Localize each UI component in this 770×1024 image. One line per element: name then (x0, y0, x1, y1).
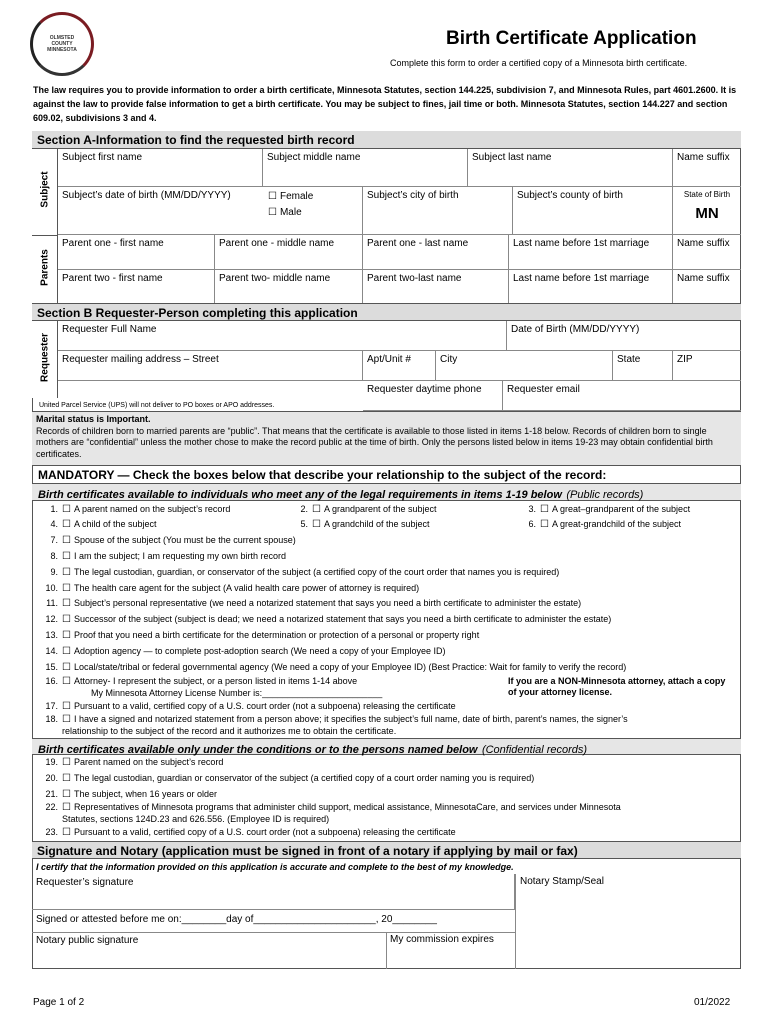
subject-city-field[interactable]: Subject’s city of birth (363, 187, 513, 235)
requester-signature-field[interactable]: Requester’s signature (32, 874, 515, 910)
attested-line[interactable]: Signed or attested before me on:________day of______________________, 20________ (36, 914, 437, 925)
item-17[interactable]: 17. ☐ Pursuant to a valid, certified copy of a U.S. court order (not a subpoena) releasing the certificate (45, 701, 456, 712)
checkbox-icon: ☐ (268, 191, 277, 202)
item-2[interactable]: 2. ☐ A grandparent of the subject (300, 504, 437, 515)
checkbox-icon: ☐ (312, 519, 321, 530)
checkbox-icon: ☐ (62, 567, 71, 578)
item-23[interactable]: 23. ☐ Pursuant to a valid, certified copy of a U.S. court order (not a subpoena) releasing the certificate (45, 827, 456, 838)
notary-signature-field[interactable]: Notary public signature (36, 935, 139, 946)
checkbox-icon: ☐ (62, 504, 71, 515)
checkbox-icon: ☐ (62, 598, 71, 609)
checkbox-icon: ☐ (62, 551, 71, 562)
section-a-title: Section A-Information to find the requested birth record (32, 131, 741, 149)
subject-county-field[interactable]: Subject’s county of birth (513, 187, 673, 235)
county-logo: OLMSTED COUNTY MINNESOTA (30, 12, 94, 76)
parent1-suffix-field[interactable]: Name suffix (673, 235, 741, 270)
side-label-subject: Subject (39, 171, 51, 208)
item-7[interactable]: 7. ☐ Spouse of the subject (You must be the current spouse) (50, 535, 296, 546)
page-subtitle: Complete this form to order a certified copy of a Minnesota birth certificate. (390, 58, 688, 68)
checkbox-icon: ☐ (62, 583, 71, 594)
parent2-middle-field[interactable]: Parent two- middle name (215, 270, 363, 305)
certify-statement: I certify that the information provided on this application is accurate and complete to the best of my knowledge. (36, 862, 514, 872)
non-mn-attorney-note: If you are a NON-Minnesota attorney, attach a copy of your attorney license. (508, 676, 726, 697)
commission-expires-field[interactable]: My commission expires (386, 932, 515, 969)
notary-stamp-box: Notary Stamp/Seal (515, 874, 741, 969)
item-18-continued: relationship to the subject of the record and it authorizes me to obtain the certificate. (62, 726, 397, 736)
item-10[interactable]: 10. ☐ The health care agent for the subject (A valid health care power of attorney is required) (45, 583, 420, 594)
signature-section-title: Signature and Notary (application must be signed in front of a notary if applying by mail or fax) (32, 841, 741, 859)
requester-city-field[interactable]: City (436, 351, 613, 381)
parent2-first-field[interactable]: Parent two - first name (58, 270, 215, 305)
page-title: Birth Certificate Application (446, 28, 697, 49)
checkbox-icon: ☐ (62, 662, 71, 673)
checkbox-icon: ☐ (62, 757, 71, 768)
public-records-heading: Birth certificates available to individuals who meet any of the legal requirements in items 1-19 below (Public records) (32, 484, 741, 501)
checkbox-icon: ☐ (268, 207, 277, 218)
subject-dob-field[interactable]: Subject’s date of birth (MM/DD/YYYY) (58, 187, 363, 235)
item-14[interactable]: 14. ☐ Adoption agency — to complete post-adoption search (We need a copy of your Employee ID) (45, 646, 446, 657)
requester-name-field[interactable]: Requester Full Name (58, 321, 507, 351)
checkbox-icon: ☐ (312, 504, 321, 515)
subject-last-name-field[interactable]: Subject last name (468, 149, 673, 187)
female-option[interactable]: ☐ Female (268, 191, 314, 202)
parent2-suffix-field[interactable]: Name suffix (673, 270, 741, 305)
item-20[interactable]: 20. ☐ The legal custodian, guardian or conservator of the subject (a certified copy of a court order naming you is required) (45, 773, 535, 784)
checkbox-icon: ☐ (540, 504, 549, 515)
subject-middle-name-field[interactable]: Subject middle name (263, 149, 468, 187)
side-label-parents: Parents (39, 249, 51, 286)
checkbox-icon: ☐ (540, 519, 549, 530)
item-11[interactable]: 11. ☐ Subject’s personal representative (we need a notarized statement that says you need a birth certificate to administer the estate) (46, 598, 582, 609)
item-9[interactable]: 9. ☐ The legal custodian, guardian, or conservator of the subject (a certified copy of the court order that names you is required) (50, 567, 560, 578)
item-16[interactable]: 16. ☐ Attorney- I represent the subject, or a person listed in items 1-14 above (45, 676, 358, 687)
item-1[interactable]: 1. ☐ A parent named on the subject’s record (50, 504, 231, 515)
item-8[interactable]: 8. ☐ I am the subject; I am requesting my own birth record (50, 551, 287, 562)
requester-zip-field[interactable]: ZIP (673, 351, 741, 381)
ups-note: United Parcel Service (UPS) will not deliver to PO boxes or APO addresses. (39, 402, 275, 409)
requester-apt-field[interactable]: Apt/Unit # (363, 351, 436, 381)
checkbox-icon: ☐ (62, 646, 71, 657)
item-6[interactable]: 6. ☐ A great-grandchild of the subject (528, 519, 682, 530)
checkbox-icon: ☐ (62, 714, 71, 725)
male-option[interactable]: ☐ Male (268, 207, 302, 218)
checkbox-icon: ☐ (62, 535, 71, 546)
requester-state-field[interactable]: State (613, 351, 673, 381)
parent1-middle-field[interactable]: Parent one - middle name (215, 235, 363, 270)
parent2-last-field[interactable]: Parent two-last name (363, 270, 509, 305)
parent1-last-field[interactable]: Parent one - last name (363, 235, 509, 270)
confidential-records-heading: Birth certificates available only under the conditions or to the persons named below (Confidential records) (32, 738, 741, 755)
item-15[interactable]: 15. ☐ Local/state/tribal or federal governmental agency (We need a copy of your Employee ID) (Best Practice: Wait for family to verify the record) (45, 662, 627, 673)
checkbox-icon: ☐ (62, 773, 71, 784)
parent1-maiden-field[interactable]: Last name before 1st marriage (509, 235, 673, 270)
mandatory-heading: MANDATORY — Check the boxes below that describe your relationship to the subject of the record: (32, 466, 741, 484)
checkbox-icon: ☐ (62, 519, 71, 530)
parent1-first-field[interactable]: Parent one - first name (58, 235, 215, 270)
page-number: Page 1 of 2 (33, 997, 85, 1008)
requester-dob-field[interactable]: Date of Birth (MM/DD/YYYY) (507, 321, 741, 351)
item-3[interactable]: 3. ☐ A great–grandparent of the subject (528, 504, 691, 515)
checkbox-icon: ☐ (62, 802, 71, 813)
requester-email-field[interactable]: Requester email (503, 381, 741, 411)
item-13[interactable]: 13. ☐ Proof that you need a birth certificate for the determination or protection of a personal or property right (45, 630, 480, 641)
checkbox-icon: ☐ (62, 630, 71, 641)
item-4[interactable]: 4. ☐ A child of the subject (50, 519, 157, 530)
checkbox-icon: ☐ (62, 676, 71, 687)
marital-status-box: Marital status is Important. Records of children born to married parents are “public”. That means that the certificate is available to those listed in items 1-18 below. Records of children born to single mothers are “confidential” unless the mother chose to make the record public at the time of birth. Only the persons listed below in items 19-23 may obtain confidential birth certificates. (32, 411, 741, 466)
item-5[interactable]: 5. ☐ A grandchild of the subject (300, 519, 430, 530)
item-18[interactable]: 18. ☐ I have a signed and notarized statement from a person above; it specifies the subject’s full name, date of birth, parent’s names, the signer’s (45, 714, 628, 725)
item-19[interactable]: 19. ☐ Parent named on the subject’s record (45, 757, 224, 768)
checkbox-icon: ☐ (62, 789, 71, 800)
item-12[interactable]: 12. ☐ Successor of the subject (subject is dead; we need a notarized statement that says you need a birth certificate to administer the estate) (45, 614, 612, 625)
revision-date: 01/2022 (694, 997, 731, 1008)
item-22-continued: Statutes, sections 124D.23 and 626.556. (Employee ID is required) (62, 814, 330, 824)
checkbox-icon: ☐ (62, 614, 71, 625)
attorney-license-field[interactable]: My Minnesota Attorney License Number is:________________________ (91, 688, 383, 698)
section-b-title: Section B Requester-Person completing this application (32, 303, 741, 321)
checkbox-icon: ☐ (62, 701, 71, 712)
parent2-maiden-field[interactable]: Last name before 1st marriage (509, 270, 673, 305)
requester-street-field[interactable]: Requester mailing address – Street (58, 351, 363, 381)
intro-text: The law requires you to provide information to order a birth certificate, Minnesota Statutes, section 144.225, subdivision 7, and Minnesota Rules, part 4601.2600. It is against the law to provide false information to get a birth certificate. You may be subject to fines, jail time or both. Minnesota Statutes, section 144.227 and section 609.02, subdivisions 3 and 4. (33, 85, 737, 123)
side-label-requester: Requester (39, 333, 51, 382)
checkbox-icon: ☐ (62, 827, 71, 838)
subject-suffix-field[interactable]: Name suffix (673, 149, 741, 187)
requester-phone-field[interactable]: Requester daytime phone (363, 381, 503, 411)
item-21[interactable]: 21. ☐ The subject, when 16 years or older (45, 789, 218, 800)
state-of-birth-field: State of Birth MN (673, 187, 741, 235)
subject-first-name-field[interactable]: Subject first name (58, 149, 263, 187)
item-22[interactable]: 22. ☐ Representatives of Minnesota programs that administer child support, medical assistance, MinnesotaCare, and services under Minnesota (45, 802, 621, 813)
